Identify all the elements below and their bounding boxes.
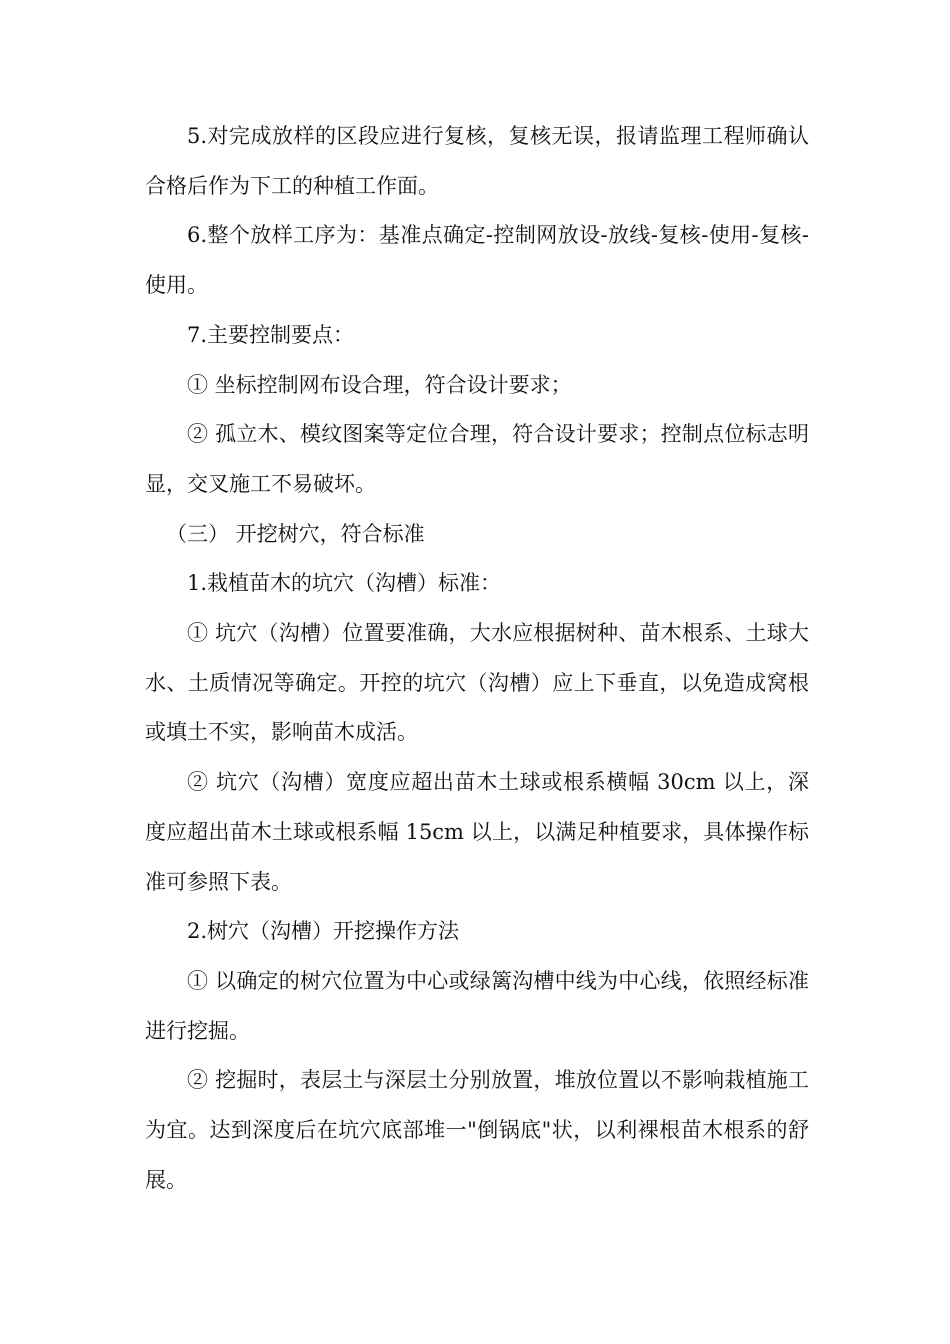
control-point-item-1: ① 坐标控制网布设合理，符合设计要求； — [187, 372, 572, 397]
paragraph-1-pit-standard: 1.栽植苗木的坑穴（沟槽）标准： — [187, 571, 502, 596]
excavation-method-item-2: ② 挖掘时，表层土与深层土分别放置，堆放位置以不影响栽植施工为宜。达到深度后在坑穴底部堆一"倒锅底"状，以利裸根苗木根系的舒展。 — [145, 1068, 809, 1192]
pit-standard-item-1: ① 坑穴（沟槽）位置要准确，大水应根据树种、苗木根系、土球大水、土质情况等确定。开控的坑穴（沟槽）应上下垂直，以免造成窝根或填土不实，影响苗木成活。 — [145, 621, 809, 745]
pit-standard-item-2: ② 坑穴（沟槽）宽度应超出苗木土球或根系横幅 30cm 以上，深度应超出苗木土球或根系幅 15cm 以上，以满足种植要求，具体操作标准可参照下表。 — [145, 770, 809, 894]
section-heading-3: （三） 开挖树穴，符合标准 — [166, 521, 425, 546]
control-point-item-2: ② 孤立木、模纹图案等定位合理，符合设计要求；控制点位标志明显，交叉施工不易破坏。 — [145, 422, 809, 496]
paragraph-2-excavation-method: 2.树穴（沟槽）开挖操作方法 — [187, 919, 460, 944]
paragraph-5-review-layout: 5.对完成放样的区段应进行复核，复核无误，报请监理工程师确认合格后作为下工的种植工作面。 — [145, 124, 809, 198]
paragraph-7-control-points: 7.主要控制要点： — [187, 322, 355, 347]
document-body — [145, 112, 809, 1205]
paragraph-6-layout-procedure: 6.整个放样工序为：基准点确定-控制网放设-放线-复核-使用-复核-使用。 — [145, 223, 809, 298]
excavation-method-item-1: ① 以确定的树穴位置为中心或绿篱沟槽中线为中心线，依照经标准进行挖掘。 — [145, 968, 809, 1043]
